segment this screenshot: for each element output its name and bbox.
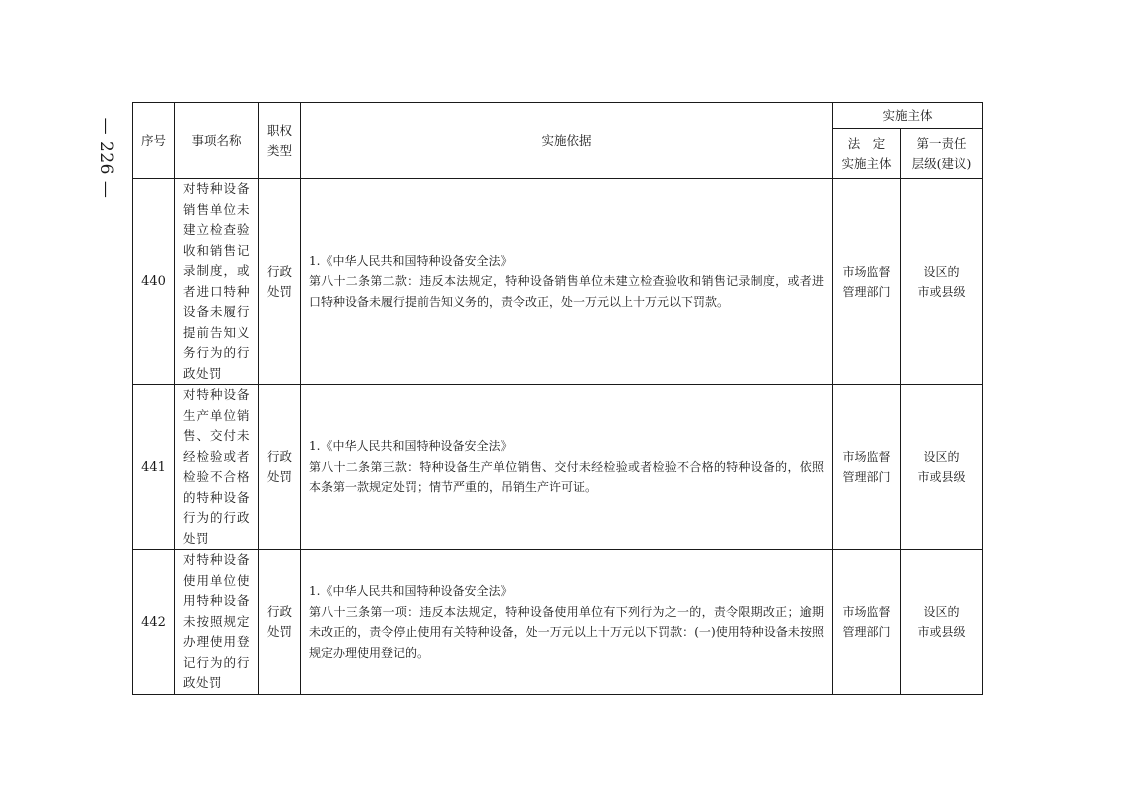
- header-subject-group: 实施主体: [833, 103, 983, 129]
- row-seq: 440: [133, 179, 175, 385]
- row-item-name: 对特种设备生产单位销售、交付未经检验或者检验不合格的特种设备行为的行政处罚: [175, 385, 259, 550]
- header-seq: 序号: [133, 103, 175, 179]
- table-row: [133, 550, 983, 695]
- row-first-responsibility-line-2: 市或县级: [917, 625, 966, 639]
- header-legal-subject-line-2: 实施主体: [841, 155, 892, 171]
- row-legal-subject-line-1: 市场监督: [842, 605, 891, 619]
- row-basis: [301, 385, 833, 550]
- header-basis: 实施依据: [301, 103, 833, 179]
- row-basis-law-text: 第八十二条第三款：特种设备生产单位销售、交付未经检验或者检验不合格的特种设备的，依照本条第一款规定处罚；情节严重的，吊销生产许可证。: [309, 459, 824, 495]
- row-first-responsibility: [901, 179, 983, 385]
- row-legal-subject-line-1: 市场监督: [842, 450, 891, 464]
- table-row: [133, 179, 983, 385]
- row-legal-subject: [833, 385, 901, 550]
- row-seq: 441: [133, 385, 175, 550]
- header-first-responsibility: [901, 129, 983, 179]
- row-legal-subject: [833, 550, 901, 695]
- row-basis-law-text: 第八十二条第二款：违反本法规定，特种设备销售单位未建立检查验收和销售记录制度，或者进口特种设备未履行提前告知义务的，责令改正，处一万元以上十万元以下罚款。: [309, 274, 824, 309]
- table-row: [133, 385, 983, 550]
- row-legal-subject-line-2: 管理部门: [842, 470, 891, 484]
- row-seq: 442: [133, 550, 175, 695]
- header-authority-type: [259, 103, 301, 179]
- header-authority-type-line-2: 类型: [266, 142, 292, 158]
- table-header-row: [133, 103, 983, 129]
- header-item-name: 事项名称: [175, 103, 259, 179]
- row-first-responsibility-line-1: 设区的: [923, 264, 960, 279]
- row-basis-law-text: 第八十三条第一项：违反本法规定，特种设备使用单位有下列行为之一的，责令限期改正；逾期未改正的，责令停止使用有关特种设备，处一万元以上十万元以下罚款：(一)使用特种设备未按照规定办理使用登记的。: [309, 604, 824, 660]
- row-item-name: 对特种设备销售单位未建立检查验收和销售记录制度，或者进口特种设备未履行提前告知义务行为的行政处罚: [175, 179, 259, 385]
- row-authority-type: [259, 550, 301, 695]
- row-basis-law-title: 1.《中华人民共和国特种设备安全法》: [309, 584, 513, 598]
- row-authority-type: [259, 179, 301, 385]
- administrative-penalty-table: [132, 102, 983, 695]
- row-first-responsibility: [901, 385, 983, 550]
- row-first-responsibility-line-1: 设区的: [923, 605, 960, 619]
- header-first-responsibility-line-2: 层级(建议): [911, 155, 972, 171]
- row-legal-subject-line-2: 管理部门: [842, 625, 891, 639]
- row-first-responsibility: [901, 550, 983, 695]
- row-first-responsibility-line-1: 设区的: [923, 450, 960, 464]
- row-authority-type-line-1: 行政: [266, 449, 292, 464]
- row-item-name: 对特种设备使用单位使用特种设备未按照规定办理使用登记行为的行政处罚: [175, 550, 259, 695]
- row-authority-type-line-1: 行政: [266, 263, 292, 279]
- row-legal-subject: [833, 179, 901, 385]
- row-basis: [301, 179, 833, 385]
- row-basis: [301, 550, 833, 695]
- row-first-responsibility-line-2: 市或县级: [917, 284, 966, 299]
- row-authority-type-line-2: 处罚: [266, 469, 292, 484]
- header-authority-type-line-1: 职权: [266, 122, 292, 138]
- row-authority-type-line-2: 处罚: [266, 283, 292, 299]
- header-first-responsibility-line-1: 第一责任: [916, 135, 967, 151]
- row-first-responsibility-line-2: 市或县级: [917, 470, 966, 484]
- row-authority-type: [259, 385, 301, 550]
- page-number: — 226 —: [96, 117, 116, 199]
- row-basis-law-title: 1.《中华人民共和国特种设备安全法》: [309, 439, 513, 454]
- row-legal-subject-line-1: 市场监督: [842, 264, 891, 279]
- header-legal-subject-line-1: 法 定: [847, 135, 886, 151]
- row-legal-subject-line-2: 管理部门: [842, 284, 891, 299]
- header-legal-subject: [833, 129, 901, 179]
- row-authority-type-line-1: 行政: [266, 604, 292, 619]
- row-basis-law-title: 1.《中华人民共和国特种设备安全法》: [309, 253, 513, 268]
- row-authority-type-line-2: 处罚: [266, 624, 292, 639]
